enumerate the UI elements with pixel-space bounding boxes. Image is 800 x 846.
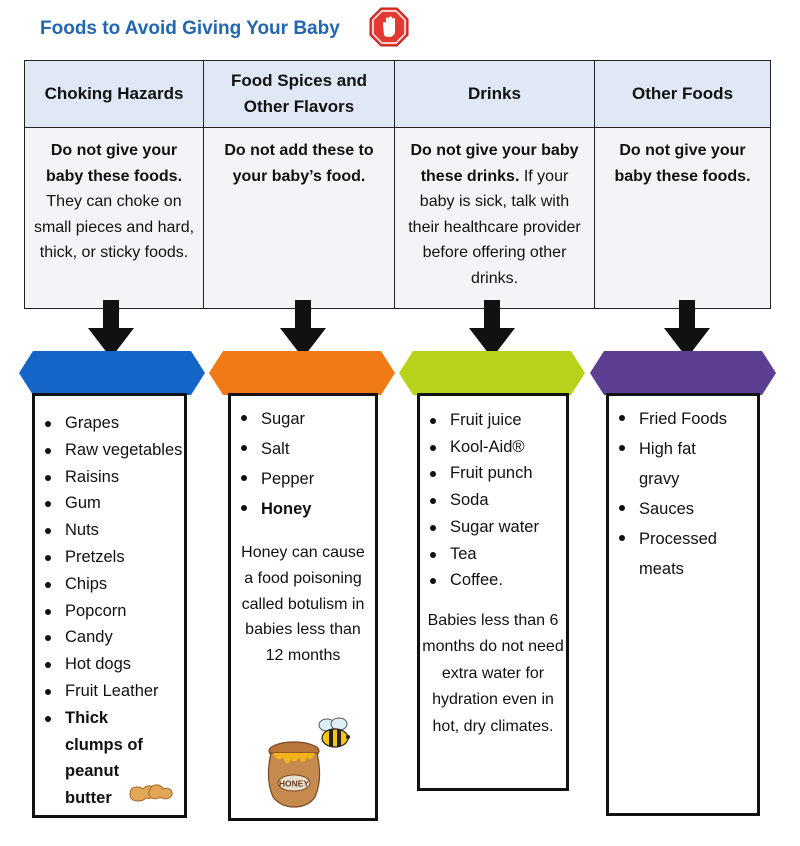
list-item: Gum [35,490,184,517]
header-choking-hazards: Choking Hazards [25,61,204,128]
list-item: Raisins [35,464,184,491]
page-title: Foods to Avoid Giving Your Baby [40,18,340,39]
list-item: Chips [35,571,184,598]
desc-food-spices [204,128,395,309]
list-item: Sugar water [420,514,566,541]
list-item: Candy [35,624,184,651]
food-categories-table [24,60,771,309]
water-note: Babies less than 6 months do not need extra water for hydration even in hot, dry climates. [422,611,564,735]
desc-bold: Do not give your baby these foods. [614,142,751,185]
choking-hazards-list [35,410,184,812]
list-item: Salt [231,434,375,464]
list-item: Kool-Aid® [420,434,566,461]
desc-bold: Do not add these to your baby’s food. [224,142,374,185]
jar-label: HONEY [278,778,310,789]
list-item: Pepper [231,464,375,494]
desc-rest: They can choke on small pieces and hard, thick, or sticky foods. [33,193,195,261]
list-item: Hot dogs [35,651,184,678]
category-band-green [399,351,585,395]
drinks-list [420,407,566,594]
peanut-icon [127,778,175,804]
list-item: Fruit Leather [35,678,184,705]
desc-drinks [395,128,595,309]
desc-bold: Do not give your baby these foods. [45,142,183,185]
choking-hazards-list-box [32,393,187,818]
honey-jar-icon [263,739,325,809]
list-item: Honey [231,494,375,524]
other-foods-list [609,404,757,584]
list-item: Fruit punch [420,460,566,487]
list-item: Soda [420,487,566,514]
stop-hand-icon [369,7,409,47]
category-band-orange [209,351,395,395]
list-item: Thick clumps of peanut butter [35,705,184,812]
food-spices-list [231,404,375,524]
down-arrow-icon [280,300,326,358]
list-item: Sugar [231,404,375,434]
list-item: Raw vegetables [35,437,184,464]
desc-rest: If your baby is sick, talk with their healthcare provider before offering other drinks. [408,167,581,287]
desc-other-foods [595,128,771,309]
header-food-spices: Food Spices and Other Flavors [204,61,395,128]
list-item: Nuts [35,517,184,544]
category-band-blue [19,351,205,395]
desc-bold: Do not give your baby these drinks. [410,142,579,185]
down-arrow-icon [88,300,134,358]
food-spices-list-box [228,393,378,821]
list-item: Fried Foods [609,404,757,434]
list-item: High fat gravy [609,434,757,494]
honey-note: Honey can cause a food poisoning called botulism in babies less than 12 months [241,544,365,665]
header-other-foods: Other Foods [595,61,771,128]
desc-choking-hazards [25,128,204,309]
list-item: Fruit juice [420,407,566,434]
list-item: Grapes [35,410,184,437]
category-band-purple [590,351,776,395]
list-item: Pretzels [35,544,184,571]
list-item: Coffee. [420,567,566,594]
list-item: Sauces [609,494,757,524]
list-item: Popcorn [35,598,184,625]
list-item: Tea [420,541,566,568]
down-arrow-icon [664,300,710,358]
header-drinks: Drinks [395,61,595,128]
drinks-list-box [417,393,569,791]
list-item: Processed meats [609,524,757,584]
down-arrow-icon [469,300,515,358]
other-foods-list-box [606,393,760,816]
